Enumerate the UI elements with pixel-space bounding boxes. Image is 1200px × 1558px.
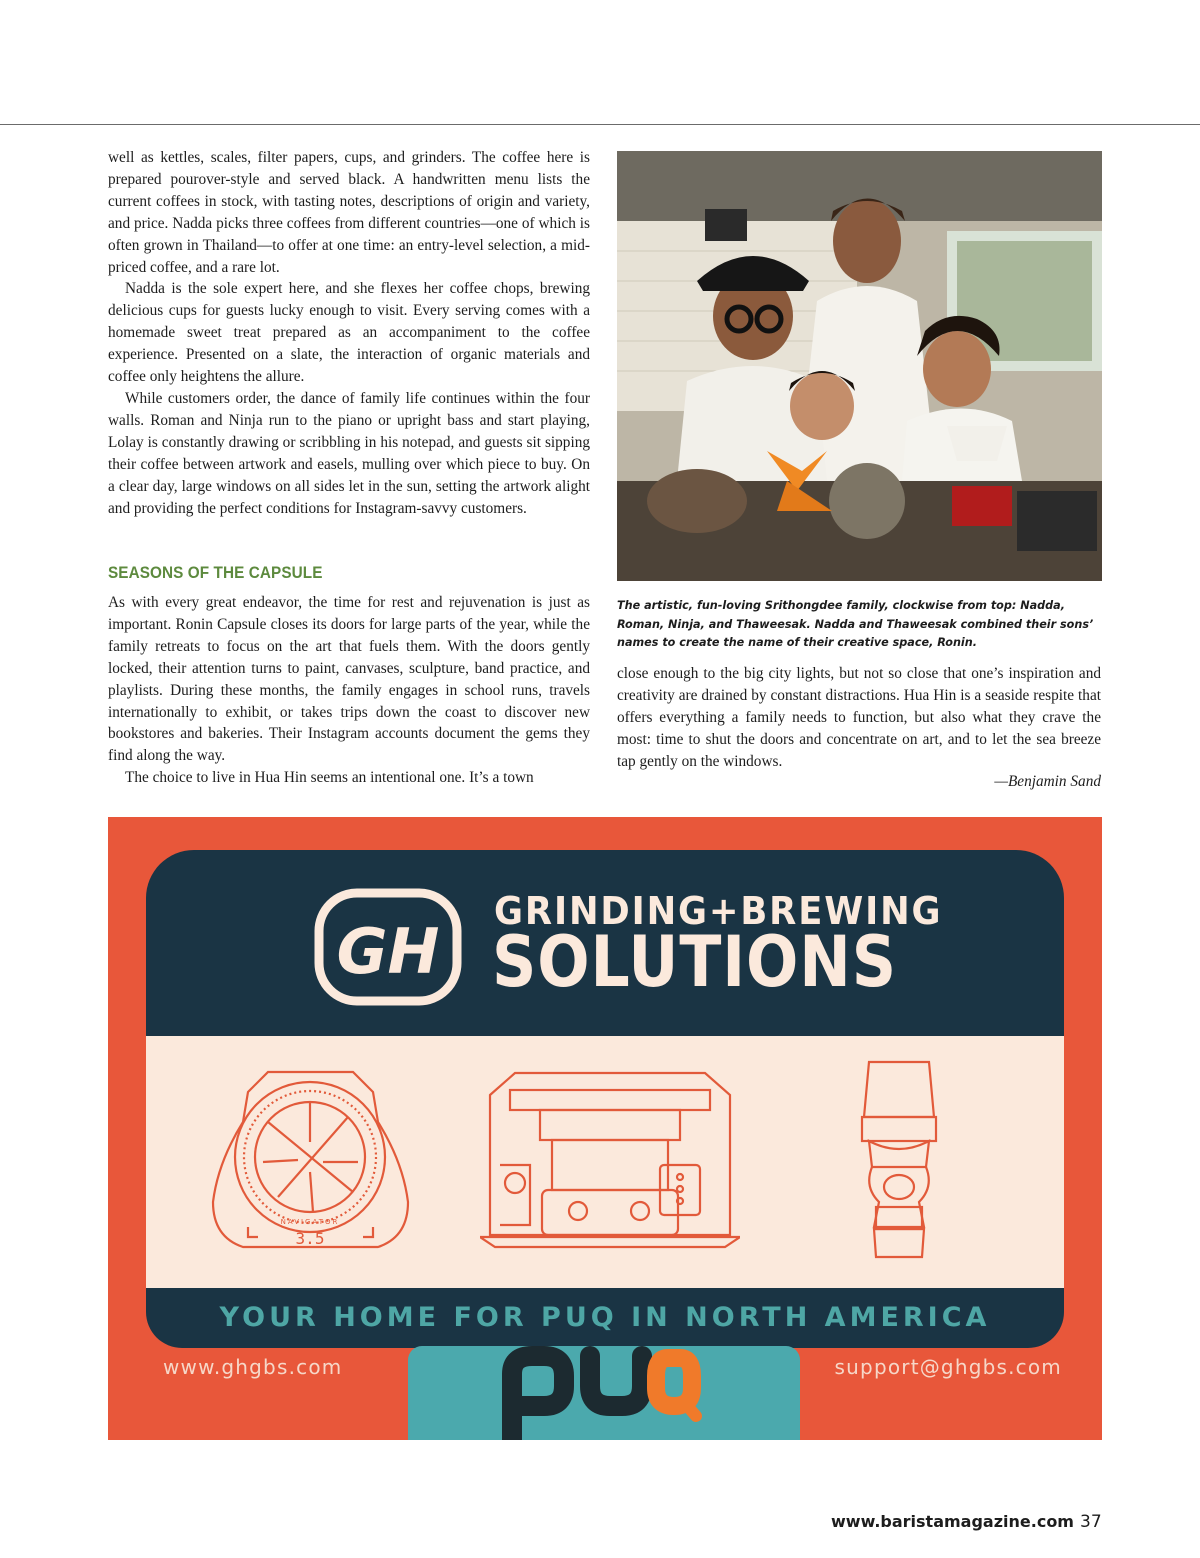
gh-logo-text: GH [336, 915, 440, 988]
section-heading: SEASONS OF THE CAPSULE [108, 563, 323, 582]
puq-logo [498, 1344, 718, 1440]
paragraph: As with every great endeavor, the time for rest and rejuvenation is just as important. Ronin Capsule closes its doors for large parts of the year, while the family retreats to focus on the art that fuels them. With the doors gently locked, their attention turns to paint, canvases, sculpture, band practice, and playlists. During these months, the family engages in school runs, travels internationally to exhibit, or takes trips down the coast to discover new bookstores and bakeries. Their Instagram accounts document the gems they find along the way. [108, 594, 590, 765]
paragraph: Nadda is the sole expert here, and she flexes her coffee chops, brewing delicious cups for guests lucky enough to visit. Every serving comes with a homemade sweet treat prepared as an accompaniment to the coffee experience. Presented on a slate, the interaction of organic materials and coffee only heightens the allure. [108, 280, 590, 386]
scale-label: NAVIGATOR [280, 1218, 340, 1226]
article-column-left-continued [108, 592, 590, 789]
ad-tagline: YOUR HOME FOR PUQ IN NORTH AMERICA [219, 1302, 991, 1333]
advertisement[interactable] [108, 817, 1102, 1440]
scale-illustration [208, 1062, 413, 1267]
photo-caption: The artistic, fun-loving Srithongdee family, clockwise from top: Nadda, Roman, Ninja, and Thaweesak. Nadda and Thaweesak combined their sons’ names to create the name of their creative space, Ronin. [617, 599, 1094, 649]
ad-title-line2: SOLUTIONS [492, 921, 897, 1003]
paragraph: The choice to live in Hua Hin seems an intentional one. It’s a town [125, 769, 534, 787]
top-rule [0, 124, 1200, 125]
ad-title-line1: GRINDING+BREWING [494, 889, 943, 933]
byline: —Benjamin Sand [994, 773, 1101, 790]
paragraph: While customers order, the dance of family life continues within the four walls. Roman and Ninja run to the piano or upright bass and start playing, Lolay is constantly drawing or scribbling in his notepad, and guests sit sipping their coffee between artwork and easels, mulling over which piece to buy. On a clear day, large windows on all sides let in the sun, setting the artwork alight and providing the perfect conditions for Instagram-savvy customers. [108, 389, 590, 517]
ad-tagline-band [146, 1288, 1064, 1348]
article-column-right [617, 663, 1101, 773]
footer-site[interactable]: www.baristamagazine.com [831, 1512, 1074, 1531]
paragraph: well as kettles, scales, filter papers, cups, and grinders. The coffee here is prepared pourover-style and served black. A handwritten menu lists the current coffees in stock, with tasting notes, descriptions of origin and variety, and price. Nadda picks three coffees from different countries—one of which is often grown in Thailand—to offer at one time: an entry-level selection, a mid-priced coffee, and a rare lot. [108, 149, 590, 276]
grinder-illustration [480, 1065, 740, 1265]
support-email-link[interactable]: support@ghgbs.com [834, 1355, 1062, 1379]
tamper-illustration [854, 1057, 944, 1267]
article-column-left [108, 147, 590, 519]
puq-logo-panel [408, 1346, 800, 1440]
page-number: 37 [1080, 1512, 1102, 1532]
family-photo [617, 151, 1102, 581]
gh-logo [314, 888, 462, 1006]
paragraph: close enough to the big city lights, but not so close that one’s inspiration and creativity are drained by constant distractions. Hua Hin is a seaside respite that offers everything a family needs to function, but also what they crave the most: time to shut the doors and concentrate on art, and to let the sea breeze tap gently on the windows. [617, 665, 1101, 770]
scale-display: 3.5 [295, 1229, 325, 1248]
website-link[interactable]: www.ghgbs.com [163, 1355, 343, 1379]
